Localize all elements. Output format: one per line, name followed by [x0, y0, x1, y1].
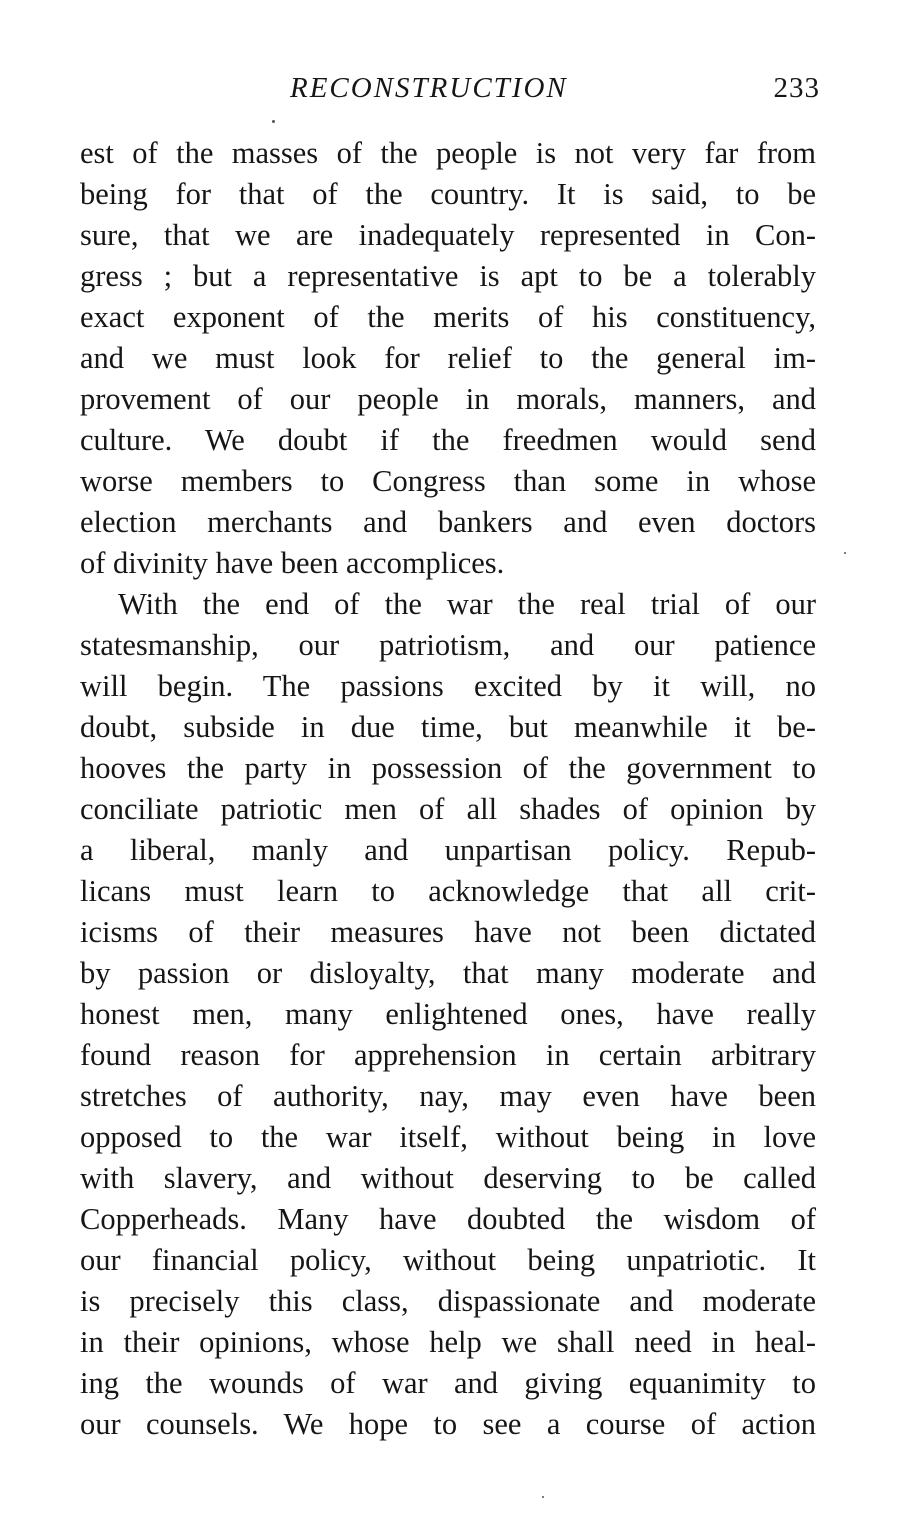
text-line: will begin. The passions excited by it will, no: [80, 669, 816, 703]
page-number: 233: [773, 72, 820, 104]
text-line: ing the wounds of war and giving equanimity to: [80, 1366, 816, 1400]
text-line: provement of our people in morals, manners, and: [80, 382, 816, 416]
text-line: sure, that we are inadequately represented in Con-: [80, 218, 816, 252]
text-line: licans must learn to acknowledge that all crit-: [80, 874, 816, 908]
text-line: est of the masses of the people is not very far from: [80, 136, 816, 170]
text-line: worse members to Congress than some in whose: [80, 464, 816, 498]
text-line: in their opinions, whose help we shall need in heal-: [80, 1325, 816, 1359]
text-line: gress ; but a representative is apt to be a tolerably: [80, 259, 816, 293]
text-line: election merchants and bankers and even doctors: [80, 505, 816, 539]
text-line: and we must look for relief to the general im-: [80, 341, 816, 375]
print-speck: [844, 552, 846, 554]
page-header: [80, 72, 820, 112]
paragraph-2: [80, 584, 816, 1445]
text-line: icisms of their measures have not been dictated: [80, 915, 816, 949]
text-line: statesmanship, our patriotism, and our patience: [80, 628, 816, 662]
text-line: conciliate patriotic men of all shades of opinion by: [80, 792, 816, 826]
text-line: opposed to the war itself, without being in love: [80, 1120, 816, 1154]
text-line: of divinity have been accomplices.: [80, 546, 505, 580]
text-line: by passion or disloyalty, that many moderate and: [80, 956, 816, 990]
text-line: hooves the party in possession of the government to: [80, 751, 816, 785]
paragraph-1: [80, 133, 816, 584]
running-head: RECONSTRUCTION: [290, 72, 568, 104]
text-line: found reason for apprehension in certain arbitrary: [80, 1038, 816, 1072]
text-line: our counsels. We hope to see a course of action: [80, 1407, 816, 1441]
text-line: Copperheads. Many have doubted the wisdom of: [80, 1202, 816, 1236]
print-speck: [542, 1496, 544, 1498]
text-line: With the end of the war the real trial of our: [118, 587, 816, 621]
text-line: a liberal, manly and unpartisan policy. Repub-: [80, 833, 816, 867]
text-line: our financial policy, without being unpatriotic. It: [80, 1243, 816, 1277]
text-line: being for that of the country. It is said, to be: [80, 177, 816, 211]
text-line: honest men, many enlightened ones, have really: [80, 997, 816, 1031]
text-line: stretches of authority, nay, may even have been: [80, 1079, 816, 1113]
text-line: exact exponent of the merits of his constituency,: [80, 300, 816, 334]
text-line: with slavery, and without deserving to be called: [80, 1161, 816, 1195]
text-line: doubt, subside in due time, but meanwhile it be-: [80, 710, 816, 744]
text-line: culture. We doubt if the freedmen would send: [80, 423, 816, 457]
print-speck: [272, 120, 275, 123]
body-text: [80, 133, 816, 1445]
text-line: is precisely this class, dispassionate and moderate: [80, 1284, 816, 1318]
